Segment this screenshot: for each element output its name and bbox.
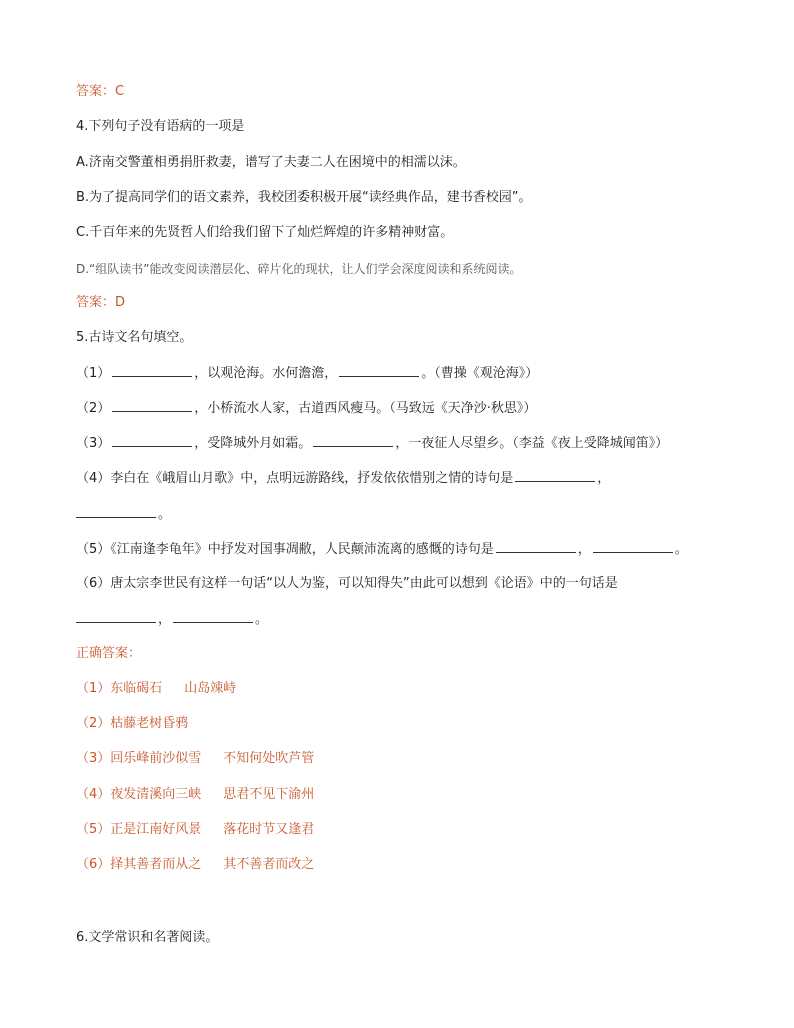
answer-d: 答案：D: [76, 295, 126, 310]
blank-5b[interactable]: [593, 540, 673, 553]
correct-answer-label: 正确答案：: [76, 646, 142, 661]
fill-text-1c: 。（曹操《观沧海》）: [421, 366, 539, 381]
answer-row-6: [76, 856, 314, 874]
blank-5a[interactable]: [496, 540, 576, 553]
answer-part-a: 回乐峰前沙似雪: [110, 751, 202, 766]
blank-3b[interactable]: [313, 434, 393, 447]
fill-num-1: （1）: [76, 366, 111, 381]
answer-num: （5）: [76, 822, 111, 837]
option-c: C.千百年来的先贤哲人们给我们留下了灿烂辉煌的许多精神财富。: [76, 225, 454, 240]
fill-text-6b: ，: [158, 612, 172, 627]
question-5-stem: 5.古诗文名句填空。: [76, 330, 193, 345]
fill-text-2b: ，小桥流水人家，古道西风瘦马。（马致远《天净沙·秋思》）: [194, 401, 537, 416]
blank-6a[interactable]: [76, 610, 156, 623]
question-6-stem: 6.文学常识和名著阅读。: [76, 930, 219, 945]
blank-1b[interactable]: [339, 364, 419, 377]
answer-part-a: 夜发清溪向三峡: [110, 787, 202, 802]
question-4-stem: 4.下列句子没有语病的一项是: [76, 119, 245, 134]
fill-text-1b: ，以观沧海。水何澹澹，: [194, 366, 338, 381]
option-a: A.济南交警董相勇捐肝救妻，谱写了夫妻二人在困境中的相濡以沫。: [76, 155, 466, 170]
answer-row-1: [76, 680, 236, 698]
fill-text-3b: ，受降城外月如霜。: [194, 436, 312, 451]
answer-c: 答案：C: [76, 84, 125, 99]
answer-part-b: 思君不见下渝州: [223, 787, 315, 802]
fill-line-4: [76, 469, 610, 488]
fill-line-1: [76, 364, 538, 383]
blank-4a[interactable]: [515, 469, 595, 482]
fill-text-5c: 。: [674, 542, 688, 557]
answer-part-b: 山岛竦峙: [184, 681, 237, 696]
fill-text-4c: 。: [158, 507, 172, 522]
fill-text-6a: （6）唐太宗李世民有这样一句话“以人为鉴，可以知得失”由此可以想到《论语》中的一句话是: [76, 576, 618, 591]
fill-text-5a: （5）《江南逢李龟年》中抒发对国事凋敝，人民颠沛流离的感慨的诗句是: [76, 542, 494, 557]
fill-text-5b: ，: [577, 542, 591, 557]
blank-2a[interactable]: [112, 399, 192, 412]
fill-text-3c: ，一夜征人尽望乡。（李益《夜上受降城闻笛》）: [395, 436, 669, 451]
fill-text-6c: 。: [255, 612, 269, 627]
answer-row-2: [76, 715, 188, 733]
fill-line-4-cont: [76, 505, 171, 524]
fill-num-2: （2）: [76, 401, 111, 416]
blank-6b[interactable]: [173, 610, 253, 623]
answer-part-b: 不知何处吹芦管: [223, 751, 315, 766]
answer-row-3: [76, 750, 314, 768]
answer-part-b: 落花时节又逢君: [223, 822, 315, 837]
answer-num: （1）: [76, 681, 111, 696]
answer-num: （4）: [76, 787, 111, 802]
fill-line-6: [76, 575, 618, 593]
answer-part-a: 东临碣石: [110, 681, 163, 696]
answer-row-4: [76, 786, 314, 804]
fill-num-3: （3）: [76, 436, 111, 451]
answer-part-a: 枯藤老树昏鸦: [110, 716, 189, 731]
blank-1a[interactable]: [112, 364, 192, 377]
answer-part-a: 择其善者而从之: [110, 857, 202, 872]
fill-text-4a: （4）李白在《峨眉山月歌》中，点明远游路线，抒发依依惜别之情的诗句是: [76, 471, 514, 486]
fill-line-5: [76, 540, 688, 559]
fill-line-2: [76, 399, 536, 418]
answer-row-5: [76, 821, 314, 839]
option-d: D.“组队读书”能改变阅读潜层化、碎片化的现状，让人们学会深度阅读和系统阅读。: [76, 262, 522, 276]
answer-num: （6）: [76, 857, 111, 872]
answer-num: （3）: [76, 751, 111, 766]
answer-part-a: 正是江南好风景: [110, 822, 202, 837]
fill-line-6-cont: [76, 610, 268, 629]
fill-line-3: [76, 434, 668, 453]
fill-text-4b: ，: [597, 471, 611, 486]
blank-3a[interactable]: [112, 434, 192, 447]
option-b: B.为了提高同学们的语文素养，我校团委积极开展“读经典作品，建书香校园”。: [76, 190, 532, 205]
answer-num: （2）: [76, 716, 111, 731]
answer-part-b: 其不善者而改之: [223, 857, 315, 872]
blank-4b[interactable]: [76, 505, 156, 518]
